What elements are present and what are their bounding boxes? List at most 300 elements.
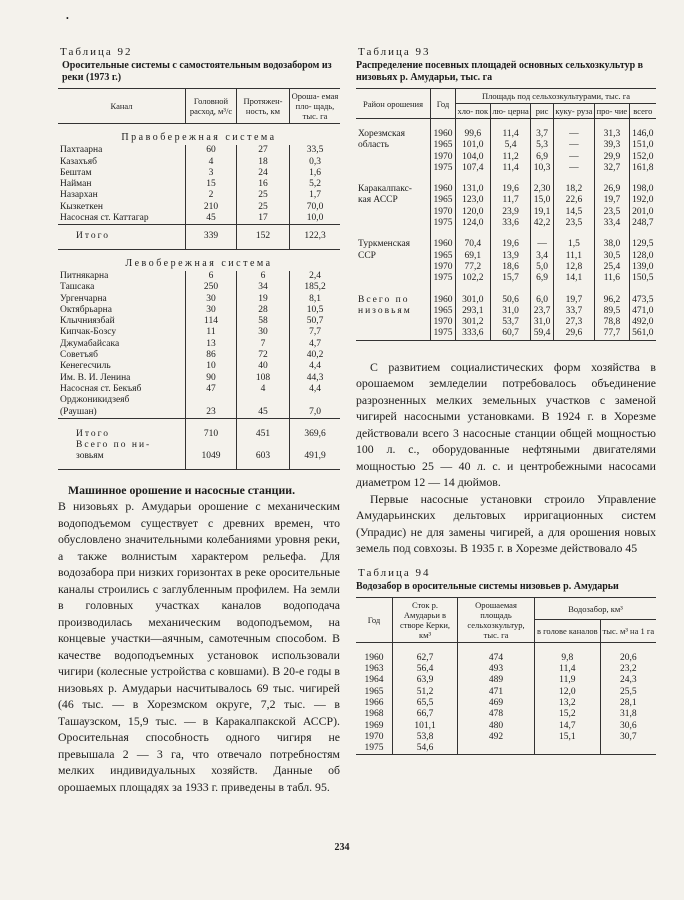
- t93-cell: 39,3: [595, 140, 630, 151]
- table-row: [58, 327, 340, 338]
- t93-cell: 471,0: [629, 306, 656, 317]
- t92-cell: 18: [237, 157, 290, 168]
- t93-cell: 1975: [431, 163, 456, 174]
- t94-cell: 31,8: [600, 709, 656, 720]
- t93-cell: 96,2: [595, 285, 630, 306]
- t93-header-region: Район орошения: [356, 89, 431, 119]
- table-92-title: Оросительные системы с самостоятельным водозабором из реки (1973 г.): [62, 60, 332, 83]
- t92-cell: 7,0: [290, 407, 341, 419]
- t93-region-cell: низовьям: [358, 305, 412, 316]
- t92-cell: 25: [237, 202, 290, 213]
- table-row: [356, 285, 656, 306]
- t94-cell: 1964: [364, 675, 384, 686]
- t92-cell: 3: [186, 168, 237, 179]
- t94-cell: 489: [458, 675, 535, 686]
- left-text: [58, 482, 340, 796]
- t92-cell: 17: [237, 213, 290, 225]
- t93-cell: 11,1: [553, 251, 594, 262]
- table-row: [58, 350, 340, 361]
- table-93-caption: Таблица 93: [358, 46, 431, 58]
- table-93: [356, 88, 656, 341]
- t93-crop-header: рис: [531, 104, 553, 119]
- t94-cell: 24,3: [600, 675, 656, 686]
- t92-cell: 7: [237, 339, 290, 350]
- t92-canal-name: Кипчак-Бозсу: [60, 327, 117, 338]
- t93-cell: 1975: [431, 218, 456, 229]
- t92-cell: 6: [237, 271, 290, 282]
- right-paragraph-2: Первые насосные установки строило Управление Амударьинских дельтовых ирригационных систем (Упрадис) не для замены чигирей, а для орошения новых земель под совхозы. В 1935 г. в Хорезме действовало 45: [356, 491, 656, 556]
- table-row: [58, 339, 340, 350]
- t93-cell: 27,3: [553, 317, 594, 328]
- t92-cell: 16: [237, 179, 290, 190]
- t93-cell: 1970: [431, 207, 456, 218]
- t94-cell: 62,7: [393, 642, 458, 664]
- t93-cell: 293,1: [456, 306, 491, 317]
- t92-cell: 45: [186, 213, 237, 225]
- t93-region-cell: [356, 273, 431, 284]
- t92-canal-name: Насосная ст. Каттагар: [60, 213, 149, 224]
- t93-cell: 77,2: [456, 262, 491, 273]
- t94-cell: 56,4: [393, 664, 458, 675]
- t93-cell: 22,6: [553, 195, 594, 206]
- page-mark: •: [66, 14, 69, 23]
- t92-cell: 72: [237, 350, 290, 361]
- t93-cell: 23,9: [490, 207, 531, 218]
- t93-cell: 1965: [431, 306, 456, 317]
- t94-cell: 30,7: [600, 732, 656, 743]
- table-row: [356, 119, 656, 141]
- t93-cell: 1970: [431, 152, 456, 163]
- t93-cell: 151,0: [629, 140, 656, 151]
- t92-cell: 1,7: [290, 190, 341, 201]
- t93-cell: 3,7: [531, 119, 553, 141]
- t94-cell: 1975: [356, 743, 393, 755]
- t93-region-cell: [356, 218, 431, 229]
- t94-cell: 480: [458, 721, 535, 732]
- t93-cell: 473,5: [629, 285, 656, 306]
- total-row: [58, 418, 340, 440]
- t92-total-label: Итого: [58, 418, 186, 440]
- t92-cell: 19: [237, 294, 290, 305]
- t94-cell: 9,8: [535, 642, 601, 664]
- t92-canal-name: Казахъяб: [60, 156, 97, 167]
- t93-crop-header: про- чие: [595, 104, 630, 119]
- t92-cell: 7,7: [290, 327, 341, 338]
- grand-label-1: Всего по ни-: [76, 440, 152, 451]
- t93-cell: 29,6: [553, 328, 594, 340]
- t93-cell: 53,7: [490, 317, 531, 328]
- t92-canal-name: Им. В. И. Ленина: [60, 372, 131, 383]
- t93-cell: 38,0: [595, 229, 630, 250]
- t93-cell: 42,2: [531, 218, 553, 229]
- t92-cell: 45: [237, 407, 290, 419]
- t93-cell: —: [553, 140, 594, 151]
- t93-region-cell: Каракалпакс-: [358, 184, 412, 195]
- t92-canal-name: Назархан: [60, 190, 98, 201]
- table-row: [356, 721, 656, 732]
- t92-total-cell: 339: [186, 225, 237, 249]
- t92-cell: 114: [186, 316, 237, 327]
- t93-region-cell: ССР: [358, 250, 376, 261]
- right-text: [356, 359, 656, 557]
- t93-cell: 1960: [431, 229, 456, 250]
- t94-cell: 12,0: [535, 687, 601, 698]
- t94-cell: 15,1: [535, 732, 601, 743]
- t93-cell: 301,0: [456, 285, 491, 306]
- t93-cell: 5,3: [531, 140, 553, 151]
- t93-cell: 15,7: [490, 273, 531, 284]
- t93-cell: 333,6: [456, 328, 491, 340]
- table-row: [356, 664, 656, 675]
- left-bank-section-label: Левобережная система: [125, 257, 273, 269]
- t92-canal-name: (Раушан): [60, 406, 97, 417]
- t93-cell: 128,0: [629, 251, 656, 262]
- t93-cell: 14,5: [553, 207, 594, 218]
- table-row: [356, 262, 656, 273]
- t93-region-cell: Всего по: [358, 294, 410, 305]
- t93-cell: 25,4: [595, 262, 630, 273]
- t93-cell: 1,5: [553, 229, 594, 250]
- t92-cell: 1,6: [290, 168, 341, 179]
- table-row: [356, 328, 656, 340]
- t93-cell: 78,8: [595, 317, 630, 328]
- table-row: [58, 157, 340, 168]
- t92-cell: 30: [237, 327, 290, 338]
- t94-header-year: Год: [356, 597, 393, 642]
- t92-cell: 27: [237, 145, 290, 156]
- table-row: [356, 709, 656, 720]
- t93-cell: 19,6: [490, 174, 531, 195]
- t92-cell: 58: [237, 316, 290, 327]
- table-row: [356, 163, 656, 174]
- t93-cell: —: [531, 229, 553, 250]
- t94-cell: [458, 743, 535, 755]
- grand-label-2: зовьям: [58, 451, 186, 469]
- t92-canal-name: Ургенчарна: [60, 293, 107, 304]
- t93-cell: 1960: [431, 285, 456, 306]
- t93-cell: 1975: [431, 328, 456, 340]
- t92-cell: 30: [186, 294, 237, 305]
- t94-cell: 1963: [364, 664, 384, 675]
- t92-cell: 13: [186, 339, 237, 350]
- t94-header-group: Водозабор, км³: [535, 597, 657, 620]
- t92-canal-name: Орджоникидзеяб: [60, 395, 130, 406]
- t93-cell: 31,0: [490, 306, 531, 317]
- t94-cell: 471: [458, 687, 535, 698]
- t92-cell: 6: [186, 271, 237, 282]
- table-row: [356, 174, 656, 195]
- t93-region-cell: [356, 317, 431, 328]
- grand-total-row: [58, 451, 340, 469]
- t93-cell: 23,7: [531, 306, 553, 317]
- table-row: [58, 384, 340, 395]
- total-row: [58, 225, 340, 249]
- t93-cell: 19,6: [490, 229, 531, 250]
- table-row: [356, 732, 656, 743]
- t93-cell: 11,6: [595, 273, 630, 284]
- t93-cell: 77,7: [595, 328, 630, 340]
- t93-cell: 6,9: [531, 273, 553, 284]
- t92-cell: 4: [186, 157, 237, 168]
- t92-cell: 40: [237, 361, 290, 372]
- t94-cell: 23,2: [600, 664, 656, 675]
- t94-cell: 63,9: [393, 675, 458, 686]
- t93-cell: 6,0: [531, 285, 553, 306]
- t92-canal-name: Бештам: [60, 167, 92, 178]
- t93-region-cell: кая АССР: [358, 195, 398, 206]
- t92-cell: 4,4: [290, 384, 341, 395]
- left-column: [58, 40, 340, 795]
- right-paragraph-1: С развитием социалистических форм хозяйства в орошаемом земледелии потребовалось объединение разрозненных мелких земельных участков с заменой чигирей насосными установками. В 1924 г. в Хорезме действовали всего 3 насосные станции общей мощностью 100 л. с., оборудованные нефтяными двигателями мощностью 25 — 40 л. с. и центробежными насосами диаметром 12 — 14 дюймов.: [356, 359, 656, 490]
- t92-header-length: Протяжен- ность, км: [237, 89, 290, 124]
- t93-cell: 15,0: [531, 195, 553, 206]
- t92-canal-name: Джумабайсака: [60, 338, 120, 349]
- table-row: [58, 202, 340, 213]
- t93-cell: 3,4: [531, 251, 553, 262]
- t93-cell: 146,0: [629, 119, 656, 141]
- t93-cell: 11,4: [490, 163, 531, 174]
- t92-canal-name: Пахтаарна: [60, 145, 103, 156]
- t92-cell: 15: [186, 179, 237, 190]
- t94-cell: 20,6: [600, 642, 656, 664]
- table-row: [356, 251, 656, 262]
- t93-cell: 1965: [431, 195, 456, 206]
- t92-cell: 47: [186, 384, 237, 395]
- t93-cell: 2,30: [531, 174, 553, 195]
- t93-cell: 152,0: [629, 152, 656, 163]
- t94-cell: 492: [458, 732, 535, 743]
- t92-cell: 108: [237, 373, 290, 384]
- t92-cell: 185,2: [290, 282, 341, 293]
- t93-cell: 124,0: [456, 218, 491, 229]
- t93-cell: 1960: [431, 174, 456, 195]
- table-row: [58, 179, 340, 190]
- table-92-caption: Таблица 92: [60, 46, 133, 58]
- table-row: [58, 168, 340, 179]
- t92-canal-name: Кызкеткен: [60, 201, 103, 212]
- t93-cell: 5,0: [531, 262, 553, 273]
- table-row: [58, 361, 340, 372]
- t93-cell: 1965: [431, 140, 456, 151]
- t93-cell: 492,0: [629, 317, 656, 328]
- page-number: 234: [334, 842, 350, 853]
- t93-cell: 50,6: [490, 285, 531, 306]
- t92-cell: 50,7: [290, 316, 341, 327]
- t93-cell: 11,7: [490, 195, 531, 206]
- t92-cell: 8,1: [290, 294, 341, 305]
- table-row: [58, 373, 340, 384]
- t94-cell: 54,6: [393, 743, 458, 755]
- t92-cell: 4: [237, 384, 290, 395]
- t92-total-cell: 122,3: [290, 225, 341, 249]
- t94-cell: 1968: [364, 709, 384, 720]
- t93-region-cell: область: [358, 140, 390, 151]
- table-row: [356, 317, 656, 328]
- t92-canal-name: Клычниязбай: [60, 316, 115, 327]
- t93-header-year: Год: [431, 89, 456, 119]
- t93-region-cell: Туркменская: [358, 239, 411, 250]
- t94-cell: 15,2: [535, 709, 601, 720]
- t92-cell: 60: [186, 145, 237, 156]
- t93-cell: 201,0: [629, 207, 656, 218]
- t92-cell: 28: [237, 305, 290, 316]
- t93-cell: 14,1: [553, 273, 594, 284]
- t94-cell: 469: [458, 698, 535, 709]
- t93-cell: 10,3: [531, 163, 553, 174]
- t93-cell: 161,8: [629, 163, 656, 174]
- table-row: [58, 305, 340, 316]
- table-row: [58, 145, 340, 156]
- t93-region-cell: Хорезмская: [358, 129, 405, 139]
- table-row: [356, 273, 656, 284]
- t93-cell: 301,2: [456, 317, 491, 328]
- t94-cell: [535, 743, 601, 755]
- t94-cell: 11,4: [535, 664, 601, 675]
- t93-cell: 139,0: [629, 262, 656, 273]
- table-row: [356, 687, 656, 698]
- t94-header-flow: Сток р. Амударьи в створе Керки, км³: [393, 597, 458, 642]
- table-row: [356, 698, 656, 709]
- table-row: [356, 306, 656, 317]
- t93-cell: 102,2: [456, 273, 491, 284]
- t93-cell: 19,7: [553, 285, 594, 306]
- t92-total-cell: 710: [186, 418, 237, 440]
- t94-cell: 13,2: [535, 698, 601, 709]
- t92-cell: 11: [186, 327, 237, 338]
- t93-crop-header: хло- пок: [456, 104, 491, 119]
- t93-region-cell: [356, 262, 431, 273]
- t92-cell: 5,2: [290, 179, 341, 190]
- t94-header-area: Орошаемая площадь сельхозкультур, тыс. га: [458, 597, 535, 642]
- table-row: [356, 218, 656, 229]
- t94-cell: 53,8: [393, 732, 458, 743]
- table-92: [58, 88, 340, 470]
- table-row: [356, 152, 656, 163]
- t93-cell: 29,9: [595, 152, 630, 163]
- grand-total-cell: 1049: [186, 451, 237, 469]
- t94-cell: 11,9: [535, 675, 601, 686]
- t92-cell: 210: [186, 202, 237, 213]
- t93-region-cell: [356, 163, 431, 174]
- t92-header-flow: Головной расход, м³/с: [186, 89, 237, 124]
- t93-cell: 23,5: [553, 218, 594, 229]
- t94-header-head: в голове каналов: [535, 620, 601, 643]
- t94-cell: 28,1: [600, 698, 656, 709]
- t93-cell: 1975: [431, 273, 456, 284]
- t93-cell: 11,2: [490, 152, 531, 163]
- table-row: [58, 213, 340, 225]
- t92-cell: 34: [237, 282, 290, 293]
- table-row: [58, 407, 340, 419]
- table-94: [356, 597, 656, 756]
- t93-cell: 19,7: [595, 195, 630, 206]
- t94-cell: 474: [458, 642, 535, 664]
- t93-cell: 31,3: [595, 119, 630, 141]
- table-94-title: Водозабор в оросительные системы низовьев р. Амударьи: [356, 580, 619, 592]
- t92-cell: 86: [186, 350, 237, 361]
- t92-cell: 70,0: [290, 202, 341, 213]
- table-row: [356, 207, 656, 218]
- section-heading: Машинное орошение и насосные станции.: [68, 482, 296, 497]
- t92-canal-name: Советъяб: [60, 350, 98, 361]
- t92-cell: [237, 395, 290, 406]
- t93-cell: 33,7: [553, 306, 594, 317]
- table-row: [356, 195, 656, 206]
- right-bank-section-label: Правобережная система: [121, 132, 277, 143]
- empty-cell: [186, 440, 237, 451]
- t93-cell: 33,4: [595, 218, 630, 229]
- t93-cell: 31,0: [531, 317, 553, 328]
- t92-canal-name: Октябрьарна: [60, 304, 112, 315]
- t93-cell: 120,0: [456, 207, 491, 218]
- t92-cell: 4,4: [290, 361, 341, 372]
- t92-cell: [186, 395, 237, 406]
- t92-cell: 23: [186, 407, 237, 419]
- t94-cell: 478: [458, 709, 535, 720]
- t94-cell: 1969: [364, 720, 384, 731]
- t94-cell: 1965: [364, 686, 384, 697]
- t93-cell: 192,0: [629, 195, 656, 206]
- t94-cell: 1960: [364, 652, 384, 663]
- table-row: [58, 282, 340, 293]
- empty-cell: [237, 440, 290, 451]
- t92-canal-name: Насосная ст. Бекъяб: [60, 383, 142, 394]
- t92-cell: 4,7: [290, 339, 341, 350]
- table-row: [356, 229, 656, 250]
- table-row: [58, 271, 340, 282]
- t93-region-cell: [356, 328, 431, 340]
- table-93-title: Распределение посевных площадей основных сельхозкультур в низовьях р. Амударьи, тыс. га: [356, 60, 644, 83]
- t93-cell: 59,4: [531, 328, 553, 340]
- t93-cell: 12,8: [553, 262, 594, 273]
- left-bank-section: [58, 249, 340, 271]
- t93-cell: 69,1: [456, 251, 491, 262]
- grand-total-row: [58, 440, 340, 451]
- t94-cell: [600, 743, 656, 755]
- t92-cell: 90: [186, 373, 237, 384]
- t92-total-cell: 152: [237, 225, 290, 249]
- t94-cell: 30,6: [600, 721, 656, 732]
- t93-cell: 23,5: [595, 207, 630, 218]
- t94-cell: 1966: [364, 697, 384, 708]
- t92-cell: 40,2: [290, 350, 341, 361]
- t92-cell: 10,0: [290, 213, 341, 225]
- t92-cell: 10: [186, 361, 237, 372]
- table-row: [356, 675, 656, 686]
- t93-cell: —: [553, 152, 594, 163]
- t94-cell: 65,5: [393, 698, 458, 709]
- t92-header-area: Ороша- емая пло- щадь, тыс. га: [290, 89, 341, 124]
- t94-cell: 493: [458, 664, 535, 675]
- t92-total-label: Итого: [58, 225, 186, 249]
- t93-cell: 19,1: [531, 207, 553, 218]
- t93-cell: 33,6: [490, 218, 531, 229]
- t93-cell: 107,4: [456, 163, 491, 174]
- t93-cell: 32,7: [595, 163, 630, 174]
- t92-cell: 2,4: [290, 271, 341, 282]
- t93-cell: —: [553, 119, 594, 141]
- t93-region-cell: [356, 207, 431, 218]
- table-row: [356, 642, 656, 664]
- t93-cell: 101,0: [456, 140, 491, 151]
- table-row: [356, 743, 656, 755]
- t92-cell: 2: [186, 190, 237, 201]
- t93-cell: 60,7: [490, 328, 531, 340]
- t93-crop-header: куку- руза: [553, 104, 594, 119]
- table-row: [356, 140, 656, 151]
- t93-cell: 129,5: [629, 229, 656, 250]
- t92-cell: 30: [186, 305, 237, 316]
